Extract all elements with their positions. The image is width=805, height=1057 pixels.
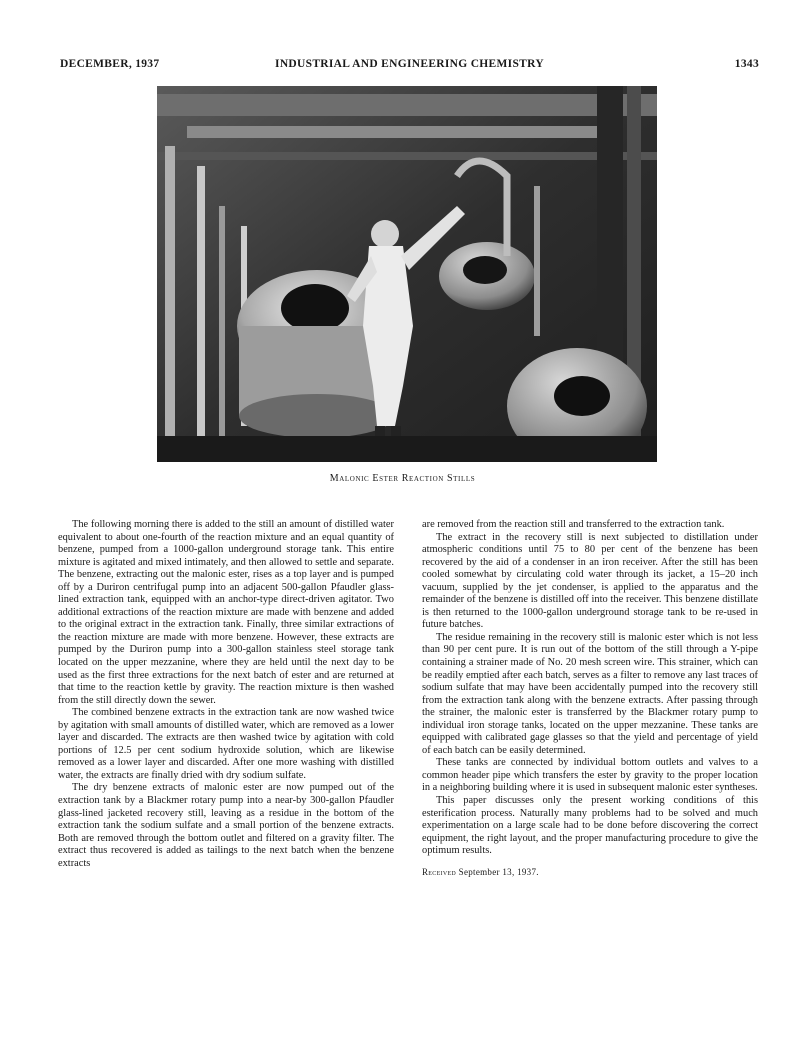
body-paragraph: are removed from the reaction still and transferred to the extraction tank. <box>422 519 725 530</box>
body-paragraph: The combined benzene extracts in the extraction tank are now washed twice by agitation with small amounts of distilled water, which are removed as a lower layer and discarded. The extracts are then washed twice by agitation with cold portions of 12.5 per cent sodium hydroxide solution, which are likewise removed as a lower layer and discarded. After one more washing with distilled water, the extracts are finally dried with dry sodium sulfate. <box>58 707 394 781</box>
body-paragraph: The dry benzene extracts of malonic ester are now pumped out of the extraction tank by a Blackmer rotary pump into a near-by 300-gallon Pfaudler glass-lined jacketed recovery still, leaving as a residue in the bottom of the extraction tank the sodium sulfate and a small portion of the benzene extracts. Both are removed through the bottom outlet and filtered on a gravity filter. The extract thus recovered is added as tailings to the next batch when the benzene extracts <box>58 782 394 869</box>
body-paragraph: The following morning there is added to the still an amount of distilled water equivalent to about one-fourth of the reaction mixture and an equal quantity of benzene, pumped from a 1000-gallon underground storage tank. This entire mixture is agitated and mixed intimately, and then allowed to settle and separate. The benzene, extracting out the malonic ester, rises as a top layer and is pumped off by a Duriron centrifugal pump into an adjacent 500-gallon Pfaudler glass-lined extraction tank, equipped with an anchor-type direct-driven agitator. Two additional extractions of the reaction mixture are made with benzene and added to the original extract in the extraction tank. Finally, three similar extractions of the reaction mixture are made with more benzene. However, these extracts are pumped by the Duriron pump into a 300-gallon stainless steel storage tank located on the upper mezzanine, where they are held until the next day to be used as the first three extractions for the next batch of ester and are returned at that time to the reaction kettle by gravity. The reaction mixture is then washed from the still directly down the sewer. <box>58 519 394 706</box>
page-number: 1343 <box>734 58 759 70</box>
body-paragraph: These tanks are connected by individual bottom outlets and valves to a common header pipe which transfers the ester by gravity to the proper location in a neighboring building where it is used in subsequent malonic ester syntheses. <box>422 757 758 794</box>
received-label: Received <box>422 866 457 877</box>
figure-caption <box>0 473 805 484</box>
received-date-value: September 13, 1937. <box>458 866 539 877</box>
right-column <box>422 519 758 878</box>
body-paragraph: The extract in the recovery still is next subjected to distillation under atmospheric conditions until 75 to 80 per cent of the benzene has been recovered by the aid of a condenser in an iron receiver. After the still has been cooled somewhat by circulating cold water through its jacket, a 15–20 inch vacuum, supplied by the jet condenser, is applied to the apparatus and the remainder of the benzene is distilled off into the receiver. This benzene distillate is then returned to the 1000-gallon underground storage tank to be re-used in future batches. <box>422 531 758 631</box>
caption-text: Malonic Ester Reaction Stills <box>329 473 476 484</box>
journal-title: INDUSTRIAL AND ENGINEERING CHEMISTRY <box>275 58 544 70</box>
received-date <box>422 866 758 879</box>
left-column <box>58 519 394 870</box>
body-paragraph: This paper discusses only the present working conditions of this esterification process. Naturally many problems had to be solved and much experimentation on a large scale had to be done before discovering the correct equipment, the right layout, and the proper manufacturing procedure to give the optimum results. <box>422 795 758 857</box>
reaction-stills-photo <box>157 86 657 462</box>
running-header <box>60 58 759 74</box>
body-paragraph: The residue remaining in the recovery still is malonic ester which is not less than 90 per cent pure. It is run out of the bottom of the still through a Y-pipe containing a strainer made of No. 20 mesh screen wire. This strainer, which can be readily emptied after each batch, serves as a filter to remove any last traces of sodium sulfate that may have been accidentally pumped into the recovery still from the extraction tank along with the benzene extracts. After passing through the strainer, the malonic ester is transferred by the Blackmer rotary pump to individual iron storage tanks, located on the upper mezzanine. These tanks are equipped with calibrated gage glasses so that the yield and percentage of yield of each batch can be easily determined. <box>422 631 758 756</box>
issue-date: DECEMBER, 1937 <box>60 58 160 70</box>
